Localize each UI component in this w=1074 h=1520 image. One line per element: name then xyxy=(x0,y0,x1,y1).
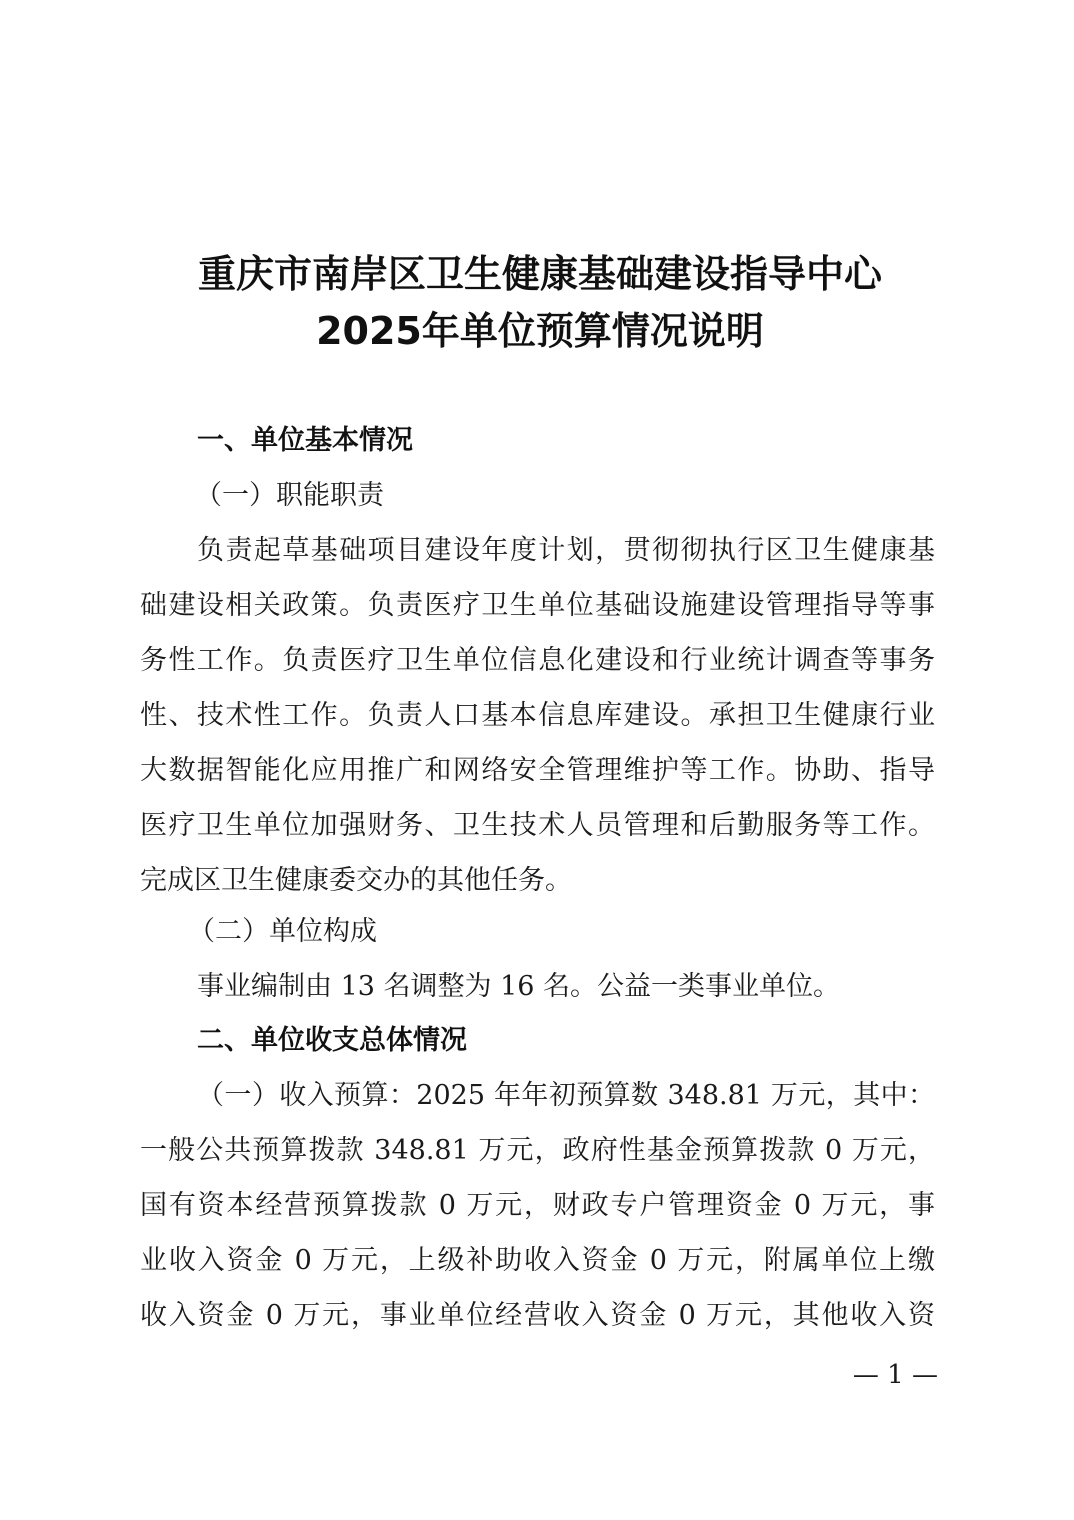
paragraph-line: 大数据智能化应用推广和网络安全管理维护等工作。协助、指导 xyxy=(140,755,935,786)
paragraph-line: 国有资本经营预算拨款 0 万元，财政专户管理资金 0 万元，事 xyxy=(140,1190,935,1221)
section1-sub1-heading: （一）职能职责 xyxy=(195,480,384,511)
paragraph-line: 负责起草基础项目建设年度计划，贯彻彻执行区卫生健康基 xyxy=(197,535,935,566)
paragraph-line: 务性工作。负责医疗卫生单位信息化建设和行业统计调查等事务 xyxy=(140,645,935,676)
section2-heading: 二、单位收支总体情况 xyxy=(197,1025,467,1056)
paragraph-line: 性、技术性工作。负责人口基本信息库建设。承担卫生健康行业 xyxy=(140,700,935,731)
section1-sub2-heading: （二）单位构成 xyxy=(188,916,377,947)
paragraph-line: 础建设相关政策。负责医疗卫生单位基础设施建设管理指导等事 xyxy=(140,590,935,621)
paragraph-line: 收入资金 0 万元，事业单位经营收入资金 0 万元，其他收入资 xyxy=(140,1300,935,1331)
paragraph-line: 医疗卫生单位加强财务、卫生技术人员管理和后勤服务等工作。 xyxy=(140,810,935,841)
paragraph-line: 业收入资金 0 万元，上级补助收入资金 0 万元，附属单位上缴 xyxy=(140,1245,935,1276)
paragraph-line: （一）收入预算：2025 年年初预算数 348.81 万元，其中： xyxy=(197,1080,935,1111)
section1-heading: 一、单位基本情况 xyxy=(197,425,413,456)
page-number: — 1 — xyxy=(852,1360,938,1390)
document-title-line2: 2025年单位预算情况说明 xyxy=(316,309,764,353)
document-title-line1: 重庆市南岸区卫生健康基础建设指导中心 xyxy=(197,252,882,296)
paragraph-line: 事业编制由 13 名调整为 16 名。公益一类事业单位。 xyxy=(197,971,841,1002)
paragraph-line: 完成区卫生健康委交办的其他任务。 xyxy=(140,865,572,896)
paragraph-line: 一般公共预算拨款 348.81 万元，政府性基金预算拨款 0 万元， xyxy=(140,1135,935,1166)
